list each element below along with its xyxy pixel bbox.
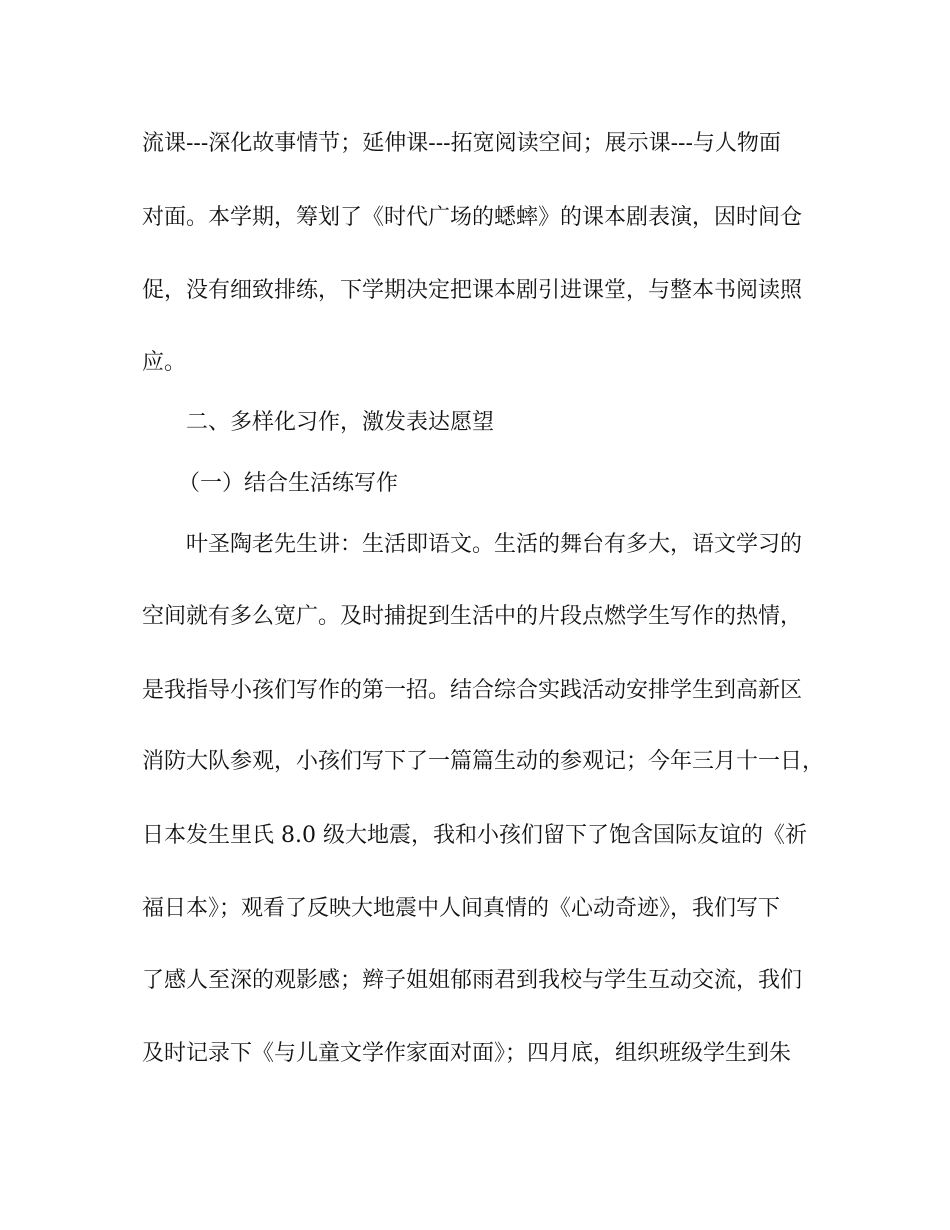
paragraph-line: 对面。本学期，筹划了《时代广场的蟋蟀》的课本剧表演，因时间仓 <box>142 205 803 230</box>
paragraph-line: 空间就有多么宽广。及时捕捉到生活中的片段点燃学生写作的热情， <box>142 604 803 629</box>
paragraph-line: 日本发生里氏 8.0 级大地震，我和小孩们留下了饱含国际友谊的《祈 <box>142 823 807 848</box>
subsection-heading: （一）结合生活练写作 <box>178 471 399 496</box>
paragraph-line: 应。 <box>142 350 187 375</box>
paragraph-line: 是我指导小孩们写作的第一招。结合综合实践活动安排学生到高新区 <box>142 678 803 703</box>
paragraph-line: 促，没有细致排练，下学期决定把课本剧引进课堂，与整本书阅读照 <box>142 278 803 303</box>
paragraph-line: 及时记录下《与儿童文学作家面对面》；四月底，组织班级学生到朱 <box>142 1041 792 1066</box>
paragraph-line: 福日本》；观看了反映大地震中人间真情的《心动奇迹》，我们写下 <box>142 896 781 921</box>
paragraph-line: 叶圣陶老先生讲：生活即语文。生活的舞台有多大，语文学习的 <box>186 532 803 557</box>
paragraph-line: 了感人至深的观影感；辫子姐姐郁雨君到我校与学生互动交流，我们 <box>142 968 803 993</box>
paragraph-line: 流课---深化故事情节；延伸课---拓宽阅读空间；展示课---与人物面 <box>142 131 781 156</box>
paragraph-line: 消防大队参观，小孩们写下了一篇篇生动的参观记；今年三月十一日， <box>142 749 825 774</box>
section-heading: 二、多样化习作，激发表达愿望 <box>186 410 495 435</box>
